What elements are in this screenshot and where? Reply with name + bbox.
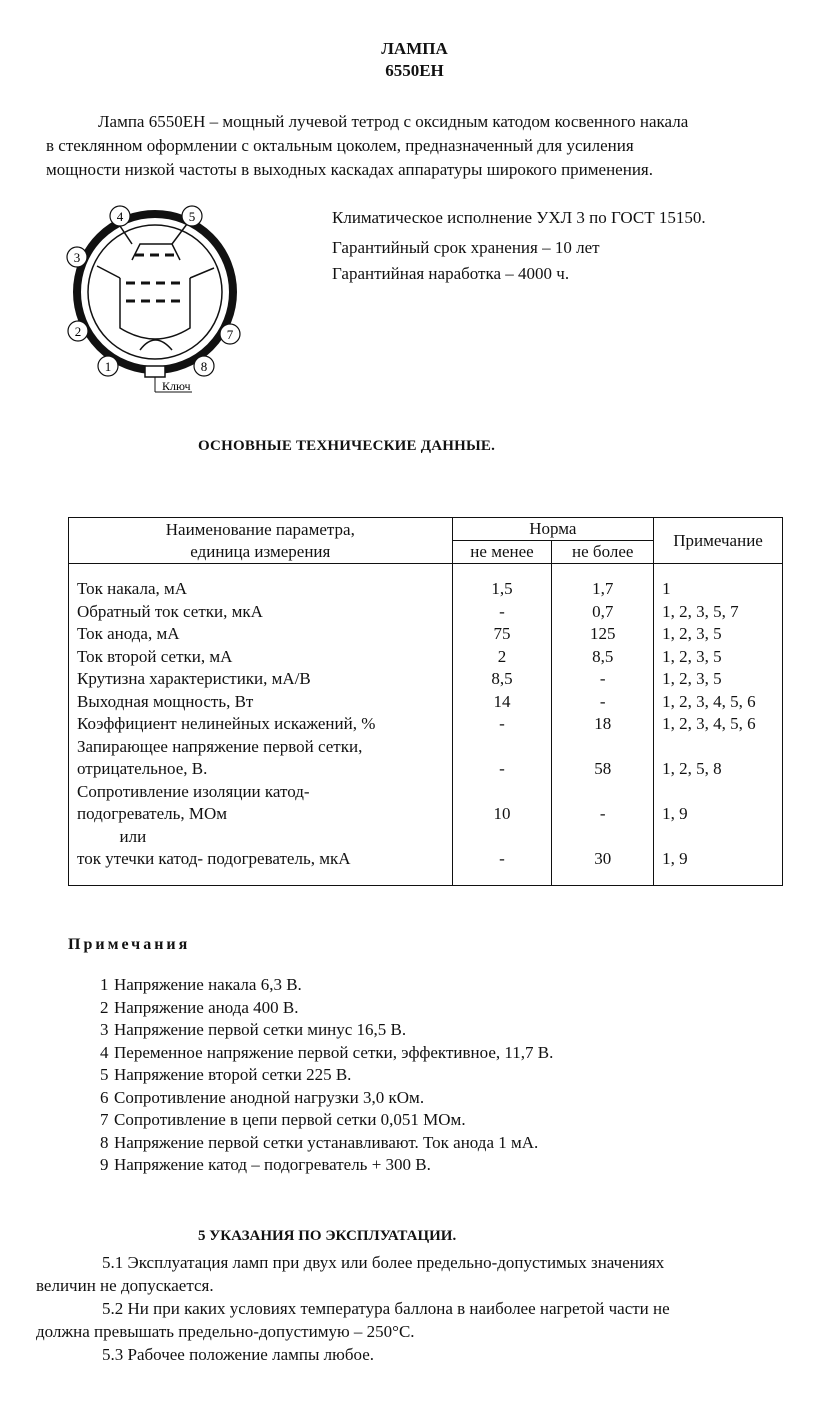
note-value — [654, 826, 783, 849]
table-row — [69, 848, 783, 885]
tube-model: 6550ЕН — [385, 61, 444, 80]
param-name: Запирающее напряжение первой сетки, — [69, 736, 453, 759]
max-value: 18 — [552, 713, 654, 736]
min-value: - — [452, 601, 552, 624]
storage-warranty: Гарантийный срок хранения – 10 лет — [332, 238, 600, 257]
pin-5-label: 5 — [188, 209, 196, 224]
note-text: Переменное напряжение первой сетки, эффективное, 11,7 В. — [114, 1042, 554, 1062]
param-name: Крутизна характеристики, мА/В — [69, 668, 453, 691]
param-name: Коэффициент нелинейных искажений, % — [69, 713, 453, 736]
note-value — [654, 781, 783, 804]
notes-title: Примечания — [68, 936, 191, 953]
note-item — [100, 1064, 553, 1087]
note-item — [100, 974, 553, 997]
note-number: 7 — [100, 1110, 109, 1129]
operation-line: величин не допускается. — [36, 1276, 214, 1295]
note-item — [100, 1042, 553, 1065]
note-item — [100, 1132, 553, 1155]
min-value: 1,5 — [452, 564, 552, 601]
max-value: 1,7 — [552, 564, 654, 601]
min-value: 8,5 — [452, 668, 552, 691]
pin-1-label: 1 — [104, 359, 112, 374]
min-header: не менее — [452, 541, 552, 564]
tube-base-circle — [74, 214, 233, 370]
notes-list — [100, 974, 553, 1177]
min-value — [452, 826, 552, 849]
operation-text: 5.2 Ни при каких условиях температура баллона в наиболее нагретой части не — [102, 1299, 670, 1318]
note-value: 1, 9 — [654, 803, 783, 826]
min-value: - — [452, 713, 552, 736]
param-header-line: Наименование параметра, — [165, 519, 355, 539]
note-value: 1, 2, 3, 5 — [654, 668, 783, 691]
table-row — [69, 601, 783, 624]
min-value: 10 — [452, 803, 552, 826]
param-header-line: единица измерения — [190, 541, 331, 561]
note-item — [100, 1109, 553, 1132]
note-value: 1, 2, 3, 5, 7 — [654, 601, 783, 624]
note-value — [654, 736, 783, 759]
parameters-table — [68, 517, 783, 886]
min-value: - — [452, 758, 552, 781]
norm-header: Норма — [452, 518, 654, 541]
note-value: 1, 2, 3, 4, 5, 6 — [654, 691, 783, 714]
specs-block — [332, 203, 706, 285]
table-row — [69, 781, 783, 804]
max-value — [552, 781, 654, 804]
min-value: 75 — [452, 623, 552, 646]
pin-4-label: 4 — [116, 209, 124, 224]
note-number: 1 — [100, 975, 109, 994]
param-name: Ток второй сетки, мА — [69, 646, 453, 669]
param-header — [69, 518, 453, 564]
note-header: Примечание — [654, 518, 783, 564]
pinout-diagram — [62, 200, 242, 410]
note-text: Напряжение анода 400 В. — [114, 997, 299, 1017]
note-value: 1, 2, 3, 5 — [654, 623, 783, 646]
intro-line: в стеклянном оформлении с октальным цоколем, предназначенный для усиления — [46, 136, 634, 155]
min-value: 14 — [452, 691, 552, 714]
operation-line — [36, 1343, 796, 1366]
max-header: не более — [552, 541, 654, 564]
max-value: - — [552, 803, 654, 826]
param-name: или — [69, 826, 453, 849]
note-item — [100, 1087, 553, 1110]
pin-3-label: 3 — [73, 250, 81, 265]
table-row — [69, 826, 783, 849]
min-value — [452, 781, 552, 804]
operation-text: 5.1 Эксплуатация ламп при двух или более предельно-допустимых значениях — [102, 1253, 665, 1272]
key-tab — [145, 366, 165, 377]
section-heading: ОСНОВНЫЕ ТЕХНИЧЕСКИЕ ДАННЫЕ. — [198, 438, 496, 454]
anode-outline — [120, 278, 190, 339]
table-row — [69, 646, 783, 669]
lead-7 — [190, 268, 214, 278]
note-value: 1, 9 — [654, 848, 783, 885]
note-value: 1 — [654, 564, 783, 601]
param-name: Сопротивление изоляции катод- — [69, 781, 453, 804]
min-value: - — [452, 848, 552, 885]
note-item — [100, 1019, 553, 1042]
lead-5 — [172, 224, 187, 244]
intro-line: мощности низкой частоты в выходных каскадах аппаратуры широкого применения. — [46, 160, 653, 179]
param-name: Обратный ток сетки, мкА — [69, 601, 453, 624]
climate-spec: Климатическое исполнение УХЛ 3 по ГОСТ 15150. — [332, 208, 706, 227]
max-value: - — [552, 691, 654, 714]
note-number: 4 — [100, 1042, 109, 1062]
note-number: 6 — [100, 1087, 109, 1107]
operation-heading: 5 УКАЗАНИЯ ПО ЭКСПЛУАТАЦИИ. — [198, 1228, 457, 1244]
max-value — [552, 736, 654, 759]
key-label: Ключ — [162, 379, 191, 393]
table-row — [69, 564, 783, 601]
note-number: 5 — [100, 1065, 109, 1084]
table-row — [69, 803, 783, 826]
note-text: Напряжение первой сетки устанавливают. Ток анода 1 мА. — [114, 1132, 539, 1152]
note-item — [100, 1154, 553, 1177]
table-row — [69, 758, 783, 781]
pin-2-label: 2 — [74, 324, 82, 339]
max-value: 58 — [552, 758, 654, 781]
table-row — [69, 668, 783, 691]
operation-section — [36, 1251, 796, 1366]
operation-text: 5.3 Рабочее положение лампы любое. — [102, 1345, 374, 1364]
table-row — [69, 736, 783, 759]
lead-3 — [97, 266, 120, 278]
operating-warranty: Гарантийная наработка – 4000 ч. — [332, 264, 570, 283]
pin-8-label: 8 — [200, 359, 208, 374]
note-value: 1, 2, 3, 5 — [654, 646, 783, 669]
heater-outline — [132, 244, 180, 260]
note-text: Сопротивление в цепи первой сетки 0,051 МОм. — [114, 1110, 466, 1129]
max-value: - — [552, 668, 654, 691]
note-text: Сопротивление анодной нагрузки 3,0 кОм. — [114, 1087, 425, 1107]
max-value — [552, 826, 654, 849]
note-number: 9 — [100, 1155, 109, 1174]
note-item — [100, 997, 553, 1020]
max-value: 30 — [552, 848, 654, 885]
note-text: Напряжение накала 6,3 В. — [114, 975, 302, 994]
note-text: Напряжение катод – подогреватель + 300 В. — [114, 1155, 431, 1174]
table-row — [69, 623, 783, 646]
param-name: Ток накала, мА — [69, 564, 453, 601]
min-value: 2 — [452, 646, 552, 669]
max-value: 0,7 — [552, 601, 654, 624]
note-value: 1, 2, 3, 4, 5, 6 — [654, 713, 783, 736]
param-name: ток утечки катод- подогреватель, мкА — [69, 848, 453, 885]
operation-line — [36, 1297, 796, 1320]
note-text: Напряжение первой сетки минус 16,5 В. — [114, 1020, 407, 1039]
min-value — [452, 736, 552, 759]
param-name: подогреватель, МОм — [69, 803, 453, 826]
intro-line: Лампа 6550ЕН – мощный лучевой тетрод с оксидным катодом косвенного накала — [98, 112, 689, 131]
max-value: 8,5 — [552, 646, 654, 669]
note-text: Напряжение второй сетки 225 В. — [114, 1065, 352, 1084]
key-arc — [140, 340, 172, 350]
document-title: ЛАМПА — [381, 39, 448, 58]
lead-4 — [120, 226, 132, 244]
note-value: 1, 2, 5, 8 — [654, 758, 783, 781]
max-value: 125 — [552, 623, 654, 646]
note-number: 3 — [100, 1020, 109, 1039]
param-name: отрицательное, В. — [69, 758, 453, 781]
pin-7-label: 7 — [226, 327, 234, 342]
intro-paragraph — [46, 110, 806, 182]
param-name: Ток анода, мА — [69, 623, 453, 646]
table-row — [69, 691, 783, 714]
note-number: 2 — [100, 997, 109, 1017]
note-number: 8 — [100, 1132, 109, 1152]
table-row — [69, 713, 783, 736]
param-name: Выходная мощность, Вт — [69, 691, 453, 714]
operation-line — [36, 1251, 796, 1274]
operation-line: должна превышать предельно-допустимую – 250°С. — [36, 1322, 415, 1341]
